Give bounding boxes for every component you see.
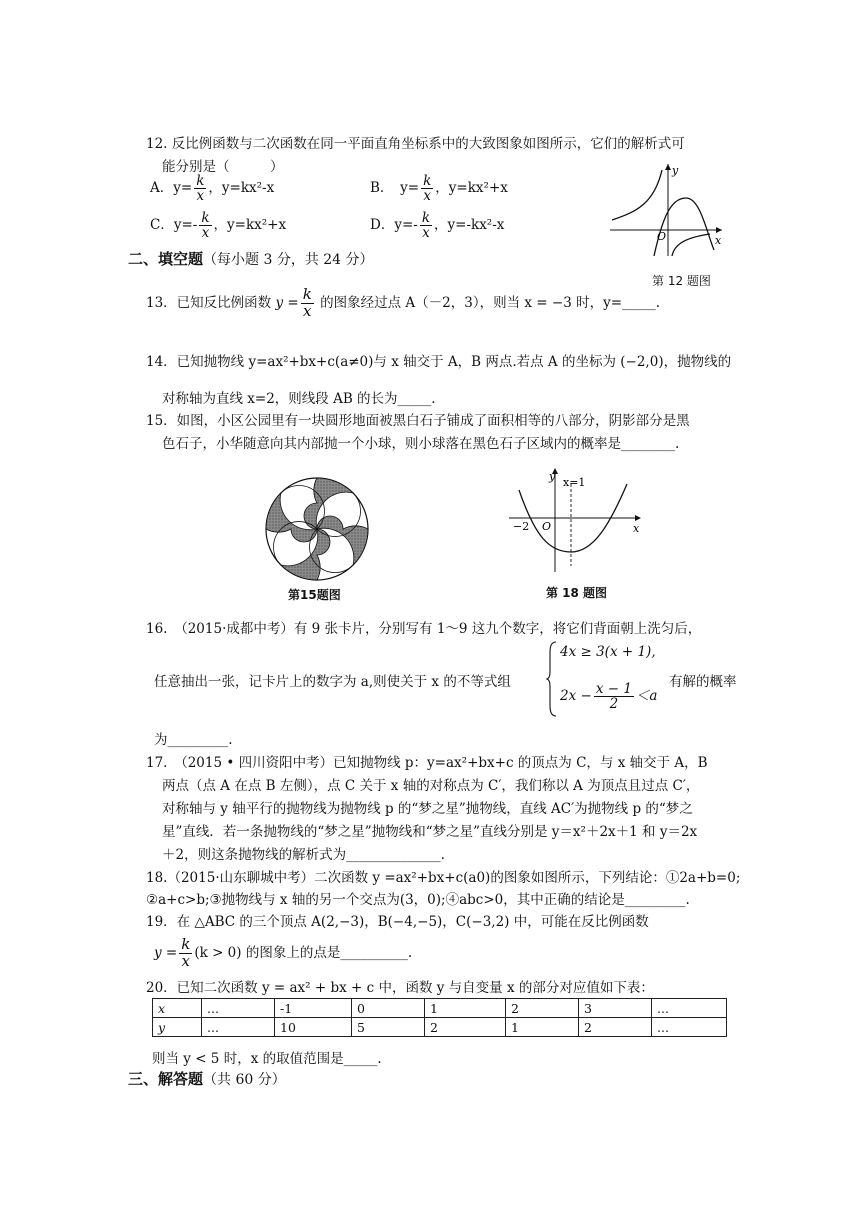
q17-line2: 两点（点 A 在点 B 左侧），点 C 关于 x 轴的对称点为 C′，我们称以 A 为顶点且过点 C′， bbox=[162, 778, 700, 794]
fig15-caption: 第15题图 bbox=[288, 588, 341, 602]
q17-line4: 星”直线．若一条抛物线的“梦之星”抛物线和“梦之星”直线分别是 y＝x²＋2x＋1 和 y＝2x bbox=[162, 824, 698, 840]
q16-ineq1: 4x ≥ 3(x + 1), bbox=[560, 644, 656, 660]
q16-inequality-system bbox=[546, 640, 656, 718]
q15-circle-figure bbox=[255, 476, 379, 582]
q12-origin-label: O bbox=[656, 230, 666, 243]
q17-line1: 17. （2015 • 四川资阳中考）已知抛物线 p：y=ax²+bx+c 的顶点为 C，与 x 轴交于 A，B bbox=[146, 755, 708, 771]
table-cell: 10 bbox=[275, 1018, 352, 1037]
q13: 13．已知反比例函数 y = $\frac{k}{x}$ 的图象经过点 A（－2，3），则当 x = −3 时，y=_____. bbox=[146, 285, 661, 320]
table-cell: 5 bbox=[352, 1018, 425, 1037]
q12-x-label: x bbox=[715, 234, 722, 247]
q19-line2: y = $\frac{k}{x}$ (k > 0) 的图象上的点是__________. bbox=[154, 935, 413, 970]
q16-brace bbox=[546, 640, 558, 718]
table-cell: x bbox=[153, 999, 202, 1018]
q12-option-d: D．y=- $\frac{k}{x}$ ，y=-kx²-x bbox=[370, 210, 505, 242]
q18-neg2-label: −2 bbox=[513, 520, 530, 533]
q12-graph bbox=[606, 160, 726, 258]
q18-line1: 18.（2015·山东聊城中考）二次函数 y =ax²+bx+c(a0)的图象如图所示，下列结论：①2a+b=0; bbox=[146, 870, 741, 886]
q16-line2a: 任意抽出一张，记卡片上的数字为 a,则使关于 x 的不等式组 bbox=[154, 674, 511, 690]
q20-table-wrap bbox=[152, 998, 727, 1037]
q12-y-label: y bbox=[672, 164, 679, 177]
q18-axis-label: x=1 bbox=[563, 476, 586, 489]
q15-line2: 色石子，小华随意向其内部抛一个小球，则小球落在黑色石子区域内的概率是________. bbox=[162, 436, 680, 452]
q20-line1: 20．已知二次函数 y = ax² + bx + c 中，函数 y 与自变量 x 的部分对应值如下表： bbox=[146, 980, 654, 996]
q12-stem-line2: 能分别是（ ） bbox=[162, 159, 284, 175]
q17-line3: 对称轴与 y 轴平行的抛物线为抛物线 p 的“梦之星”抛物线，直线 AC′为抛物线 p 的“梦之 bbox=[162, 801, 693, 817]
q14-line2: 对称轴为直线 x=2，则线段 AB 的长为_____. bbox=[162, 391, 436, 407]
q18-graph bbox=[505, 466, 645, 576]
table-cell: 2 bbox=[579, 1018, 652, 1037]
table-cell: 3 bbox=[579, 999, 652, 1018]
q16-line2b: 有解的概率 bbox=[669, 674, 737, 690]
table-cell: 1 bbox=[506, 1018, 579, 1037]
fig18-caption: 第 18 题图 bbox=[546, 586, 608, 600]
section2-heading: 二、填空题（每小题 3 分，共 24 分） bbox=[128, 250, 374, 268]
q12-option-c: C．y=- $\frac{k}{x}$ ，y=kx²+x bbox=[150, 210, 287, 242]
q20-value-table bbox=[152, 998, 727, 1037]
q18-line2: ②a+c>b;③抛物线与 x 轴的另一个交点为(3，0);④abc>0，其中正确的结论是_________. bbox=[146, 892, 690, 908]
q16-ineq2: 2x − $\frac{x - 1}{2}$ ＜a bbox=[560, 681, 658, 713]
q16-line1: 16. （2015·成都中考）有 9 张卡片，分别写有 1～9 这九个数字，将它们背面朝上洗匀后， bbox=[146, 621, 702, 637]
q12-stem-line1: 12. 反比例函数与二次函数在同一平面直角坐标系中的大致图象如图所示，它们的解析式可 bbox=[146, 136, 685, 152]
table-cell: y bbox=[153, 1018, 202, 1037]
q12-parabola bbox=[654, 198, 714, 256]
q12-figure-caption: 第 12 题图 bbox=[652, 274, 711, 288]
q14-line1: 14．已知抛物线 y=ax²+bx+c(a≠0)与 x 轴交于 A，B 两点.若点 A 的坐标为 (−2,0)，抛物线的 bbox=[146, 354, 732, 370]
table-cell: ... bbox=[652, 999, 727, 1018]
table-cell: 2 bbox=[425, 1018, 506, 1037]
table-cell: ... bbox=[202, 1018, 275, 1037]
table-cell: -1 bbox=[275, 999, 352, 1018]
section3-heading: 三、解答题（共 60 分） bbox=[128, 1070, 286, 1088]
q18-x-label: x bbox=[633, 522, 640, 535]
q18-y-label: y bbox=[549, 470, 556, 483]
table-row bbox=[153, 999, 727, 1018]
q19-line1: 19．在 △ABC 的三个顶点 A(2,−3)，B(−4,−5)，C(−3,2) 中，可能在反比例函数 bbox=[146, 914, 649, 930]
q15-line1: 15．如图，小区公园里有一块圆形地面被黑白石子铺成了面积相等的八部分，阴影部分是黑 bbox=[146, 413, 690, 429]
table-cell: 1 bbox=[425, 999, 506, 1018]
q12-hyperbola-left bbox=[612, 170, 662, 220]
table-cell: 0 bbox=[352, 999, 425, 1018]
table-row bbox=[153, 1018, 727, 1037]
table-cell: 2 bbox=[506, 999, 579, 1018]
table-cell: ... bbox=[652, 1018, 727, 1037]
q12-option-b: B． y= $\frac{k}{x}$ ，y=kx²+x bbox=[370, 173, 508, 205]
q18-origin-label: O bbox=[541, 520, 551, 533]
q12-option-a: A．y= $\frac{k}{x}$ ，y=kx²-x bbox=[150, 173, 275, 205]
q17-line5: ＋2，则这条抛物线的解析式为______________. bbox=[162, 847, 445, 863]
q16-line3: 为_________. bbox=[154, 732, 233, 748]
q20-line2: 则当 y < 5 时，x 的取值范围是_____. bbox=[152, 1051, 382, 1067]
q12-hyperbola-right bbox=[672, 234, 710, 256]
table-cell: ... bbox=[202, 999, 275, 1018]
